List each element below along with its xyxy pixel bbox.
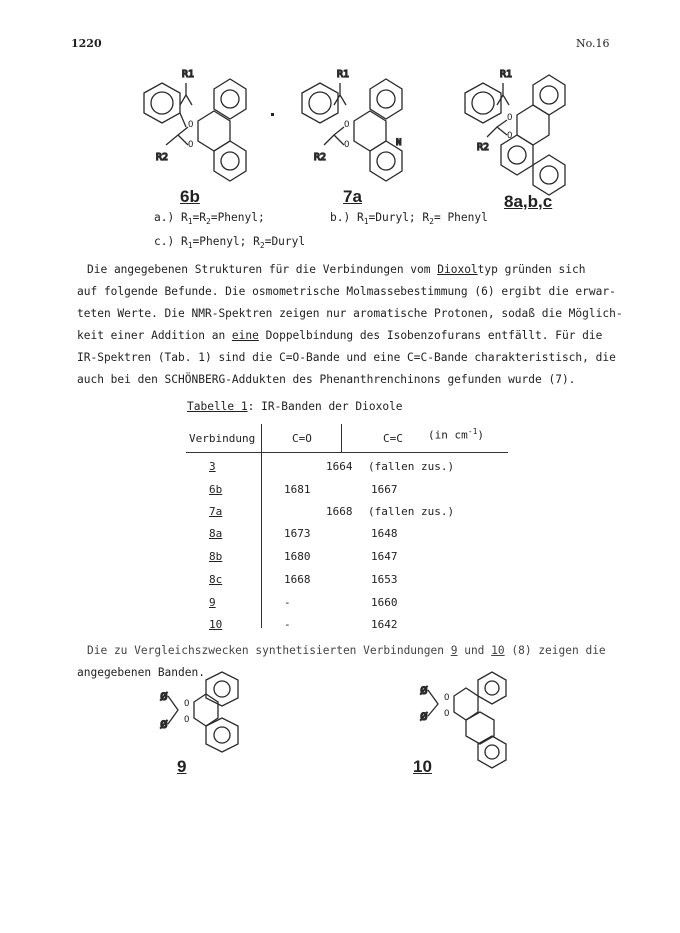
definition-c: c.) $R_1=Phenyl$; $R_2=Duryl$ [154, 235, 306, 251]
row-compound: 8c [209, 573, 223, 586]
row-compound: 8b [209, 550, 223, 563]
svg-text:O: O [444, 693, 450, 703]
svg-text:ø: ø [160, 717, 168, 732]
paragraph1-line1: Die angegebenen Strukturen für die Verbindungen vom Dioxoltyp gründen sich [87, 263, 586, 276]
row-co: 1668 [284, 573, 311, 586]
row-cc: 1667 [371, 483, 398, 496]
structure-8abc [455, 65, 585, 195]
svg-text:O: O [184, 699, 190, 709]
r1-label-6b: R1 [182, 69, 195, 80]
paragraph1-line3: teten Werte. Die NMR-Spektren zeigen nur aromatische Protonen, sodaß die Möglich- [77, 307, 623, 320]
svg-text:O: O [444, 709, 450, 719]
row-compound: 7a [209, 505, 223, 518]
row-cc: 1664 [326, 460, 353, 473]
svg-text:O: O [188, 120, 194, 130]
svg-text:O: O [188, 140, 194, 150]
row-cc: 1668 [326, 505, 353, 518]
row-compound: 9 [209, 596, 216, 609]
row-co: 1680 [284, 550, 311, 563]
svg-text:O: O [344, 140, 350, 150]
paragraph1-line2: auf folgende Befunde. Die osmometrische Molmassebestimmung (6) ergibt die erwar- [77, 285, 616, 298]
svg-text:ø: ø [160, 689, 168, 704]
label-9: 9 [177, 757, 187, 776]
header-compound: Verbindung [189, 432, 256, 445]
svg-text:O: O [507, 113, 513, 123]
row-cc: 1647 [371, 550, 398, 563]
row-co: - [284, 618, 291, 631]
svg-text:R1: R1 [337, 69, 350, 80]
svg-text:R2: R2 [314, 152, 327, 163]
structure-6b [130, 65, 260, 185]
row-cc: 1642 [371, 618, 398, 631]
row-co: 1673 [284, 527, 311, 540]
row-note: (fallen zus.) [368, 460, 455, 473]
definition-b: b.) $R_1=Duryl$; $R_2=$ Phenyl [330, 211, 488, 227]
row-note: (fallen zus.) [368, 505, 455, 518]
row-compound: 3 [209, 460, 216, 473]
svg-text:O: O [344, 120, 350, 130]
svg-text:O: O [507, 131, 513, 141]
definition-a: a.) $R_1=R_2=Phenyl$; [154, 211, 265, 227]
header-unit: (in $cm^{-1}$) [428, 427, 485, 442]
paragraph1-line5: IR-Spektren (Tab. 1) sind die C=O-Bande und eine C=C-Bande charakteristisch, die [77, 351, 616, 364]
paragraph2-line2: angegebenen Banden. [77, 666, 205, 679]
row-compound: 8a [209, 527, 223, 540]
row-cc: 1653 [371, 573, 398, 586]
issue-number: No.16 [576, 37, 610, 50]
row-cc: 1660 [371, 596, 398, 609]
page-number: 1220 [71, 37, 102, 50]
structure-7a [292, 65, 422, 185]
table-caption: Tabelle 1: IR-Banden der Dioxole [187, 400, 403, 413]
paragraph1-line4: keit einer Addition an eine Doppelbindung des Isobenzofurans entfällt. Für die [77, 329, 603, 342]
svg-text:O: O [184, 715, 190, 725]
label-10: 10 [413, 757, 432, 776]
separator-dot [271, 113, 274, 116]
svg-text:R1: R1 [500, 69, 513, 80]
table-header-rule [186, 452, 508, 453]
label-6b: 6b [180, 187, 200, 206]
row-compound: 6b [209, 483, 223, 496]
header-cc: C=C [383, 432, 403, 445]
paragraph2-line1: Die zu Vergleichszwecken synthetisierten Verbindungen 9 und 10 (8) zeigen die [87, 644, 606, 657]
row-cc: 1648 [371, 527, 398, 540]
row-compound: 10 [209, 618, 223, 631]
paragraph1-line6: auch bei den SCHÖNBERG-Addukten des Phenanthrenchinons gefunden wurde (7). [77, 373, 576, 386]
label-8abc: 8a,b,c [504, 192, 553, 211]
table-header-divider [341, 424, 342, 453]
header-co: C=O [292, 432, 312, 445]
svg-text:ø: ø [420, 709, 428, 724]
structure-9 [160, 680, 270, 760]
svg-text:R2: R2 [477, 142, 490, 153]
r2-label-6b: R2 [156, 152, 169, 163]
table-vertical-rule [261, 424, 262, 628]
row-co: - [284, 596, 291, 609]
row-co: 1681 [284, 483, 311, 496]
n-atom: N [396, 138, 402, 148]
structure-10 [420, 680, 530, 780]
svg-text:ø: ø [420, 683, 428, 698]
label-7a: 7a [343, 187, 362, 206]
